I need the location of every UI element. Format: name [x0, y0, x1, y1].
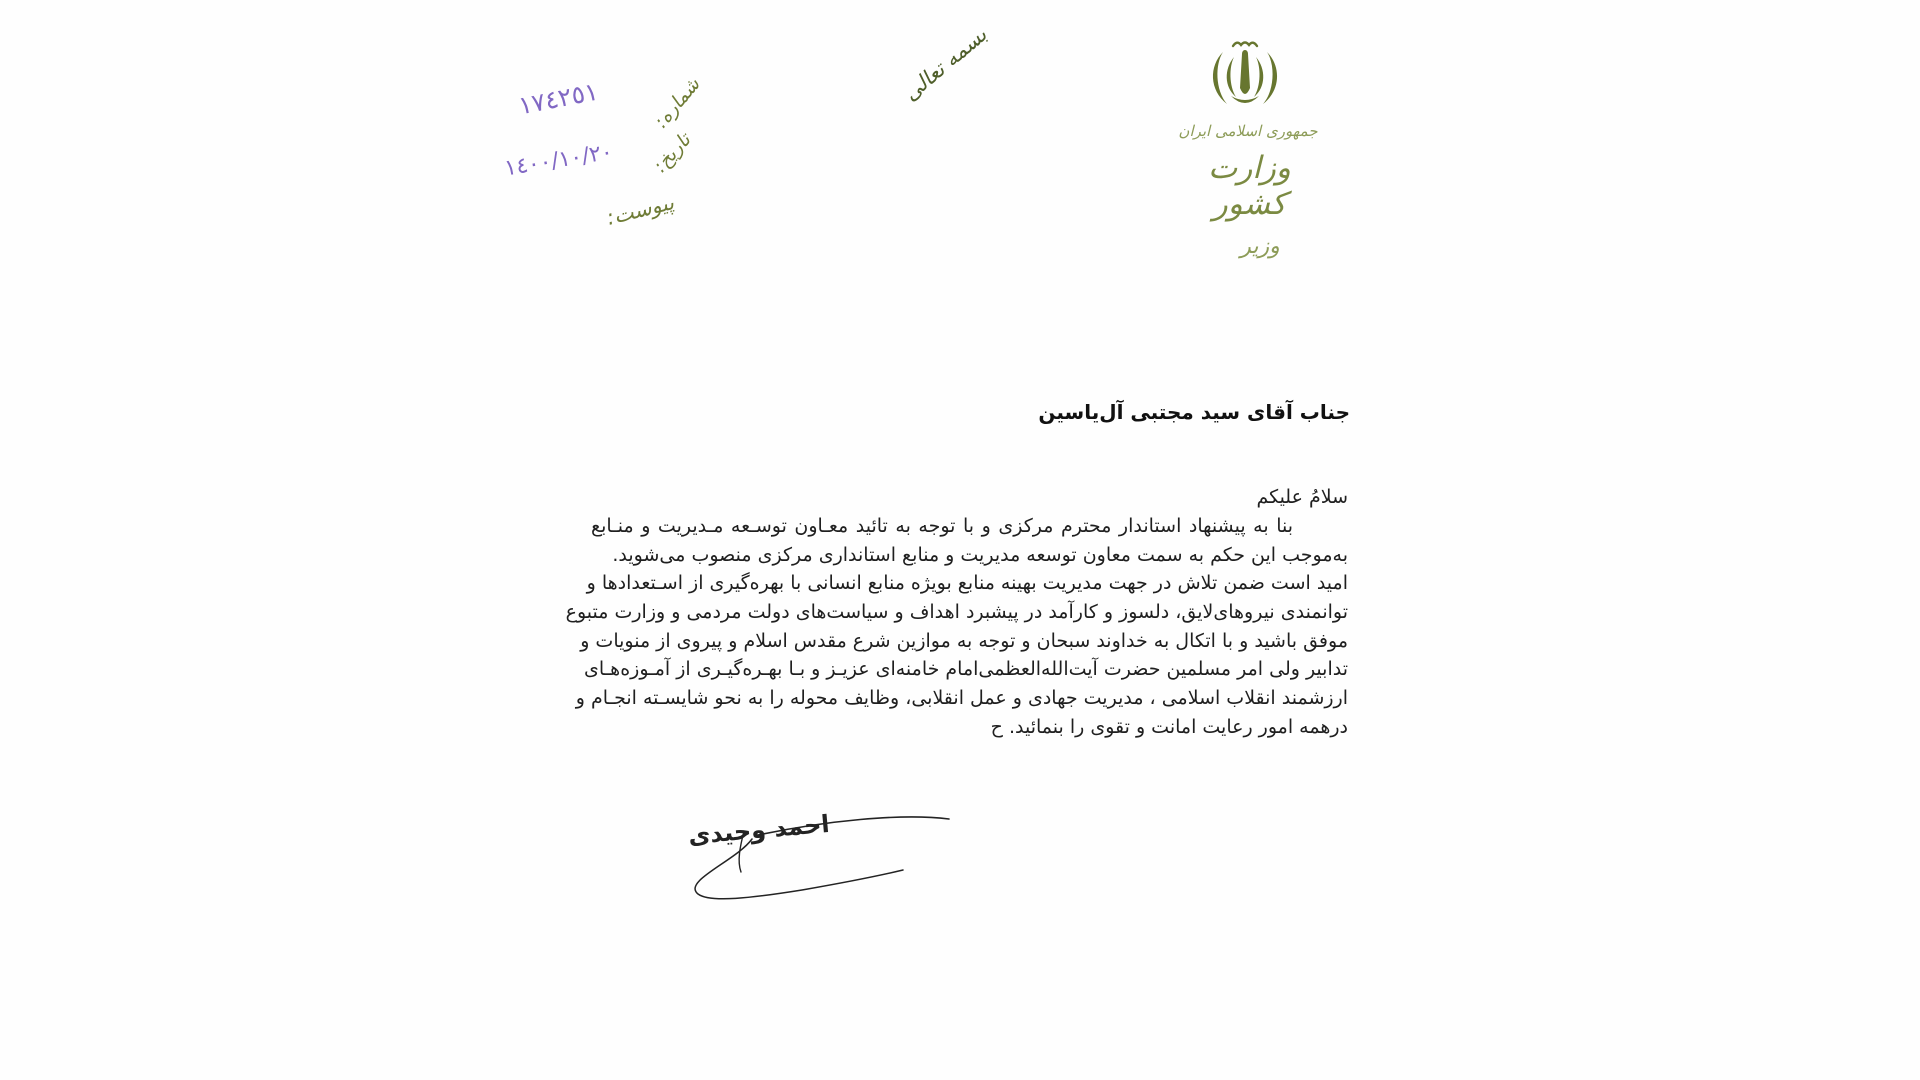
recipient-line: جناب آقای سید مجتبی آل‌یاسین	[1038, 400, 1350, 424]
letter-body	[565, 483, 1348, 742]
republic-title: جمهوری اسلامی ایران	[1178, 122, 1318, 140]
date-label: تاریخ:	[649, 129, 696, 177]
body-line: ارزشمند انقلاب اسلامی ، مدیریت جهادی و عمل انقلابی، وظایف محوله را به نحو شایسـته انجـام و	[575, 687, 1348, 710]
number-value: ١٧٤٢٥١	[515, 76, 601, 121]
body-line: به‌موجب این حکم به سمت معاون توسعه مدیریت و منابع استانداری مرکزی منصوب می‌شوید.	[612, 543, 1348, 566]
bismillah-calligraphy: بسمه تعالی	[898, 22, 992, 106]
salutation-line: سلامُ علیکم	[1256, 486, 1348, 508]
attachment-label: پیوست:	[604, 190, 677, 230]
iran-emblem-icon	[1203, 40, 1287, 118]
body-line: درهمه امور رعایت امانت و تقوی را بنمائید. ح	[990, 715, 1348, 738]
signature-name: احمد وحیدی	[687, 809, 831, 851]
date-value: ١٤٠٠/١٠/٢٠	[502, 139, 615, 182]
body-line: تدابیر ولی امر مسلمین حضرت آیت‌الله‌العظمی‌امام خامنه‌ای عزیـز و بـا بهـره‌گیـری از آمـوزه‌هـای	[583, 658, 1348, 681]
ministry-title: وزارت کشور	[1208, 150, 1291, 222]
number-label: شماره:	[649, 73, 705, 133]
minister-title: وزیر	[1240, 234, 1280, 259]
body-line: بنا به پیشنهاد استاندار محترم مرکزی و با توجه به تائید معـاون توسـعه مـدیریت و منـابع	[591, 515, 1293, 537]
body-line: توانمندی نیروهای‌لایق، دلسوز و کارآمد در پیشبرد اهداف و سیاست‌های دولت مردمی و وزارت متبوع	[565, 601, 1348, 624]
body-line: موفق باشید و با اتکال به خداوند سبحان و توجه به موازین شرع مقدس اسلام و پیروی از منویات و	[580, 629, 1348, 652]
body-line: امید است ضمن تلاش در جهت مدیریت بهینه منابع بویژه منابع انسانی با بهره‌گیری از اسـتعدادها و	[586, 572, 1348, 595]
